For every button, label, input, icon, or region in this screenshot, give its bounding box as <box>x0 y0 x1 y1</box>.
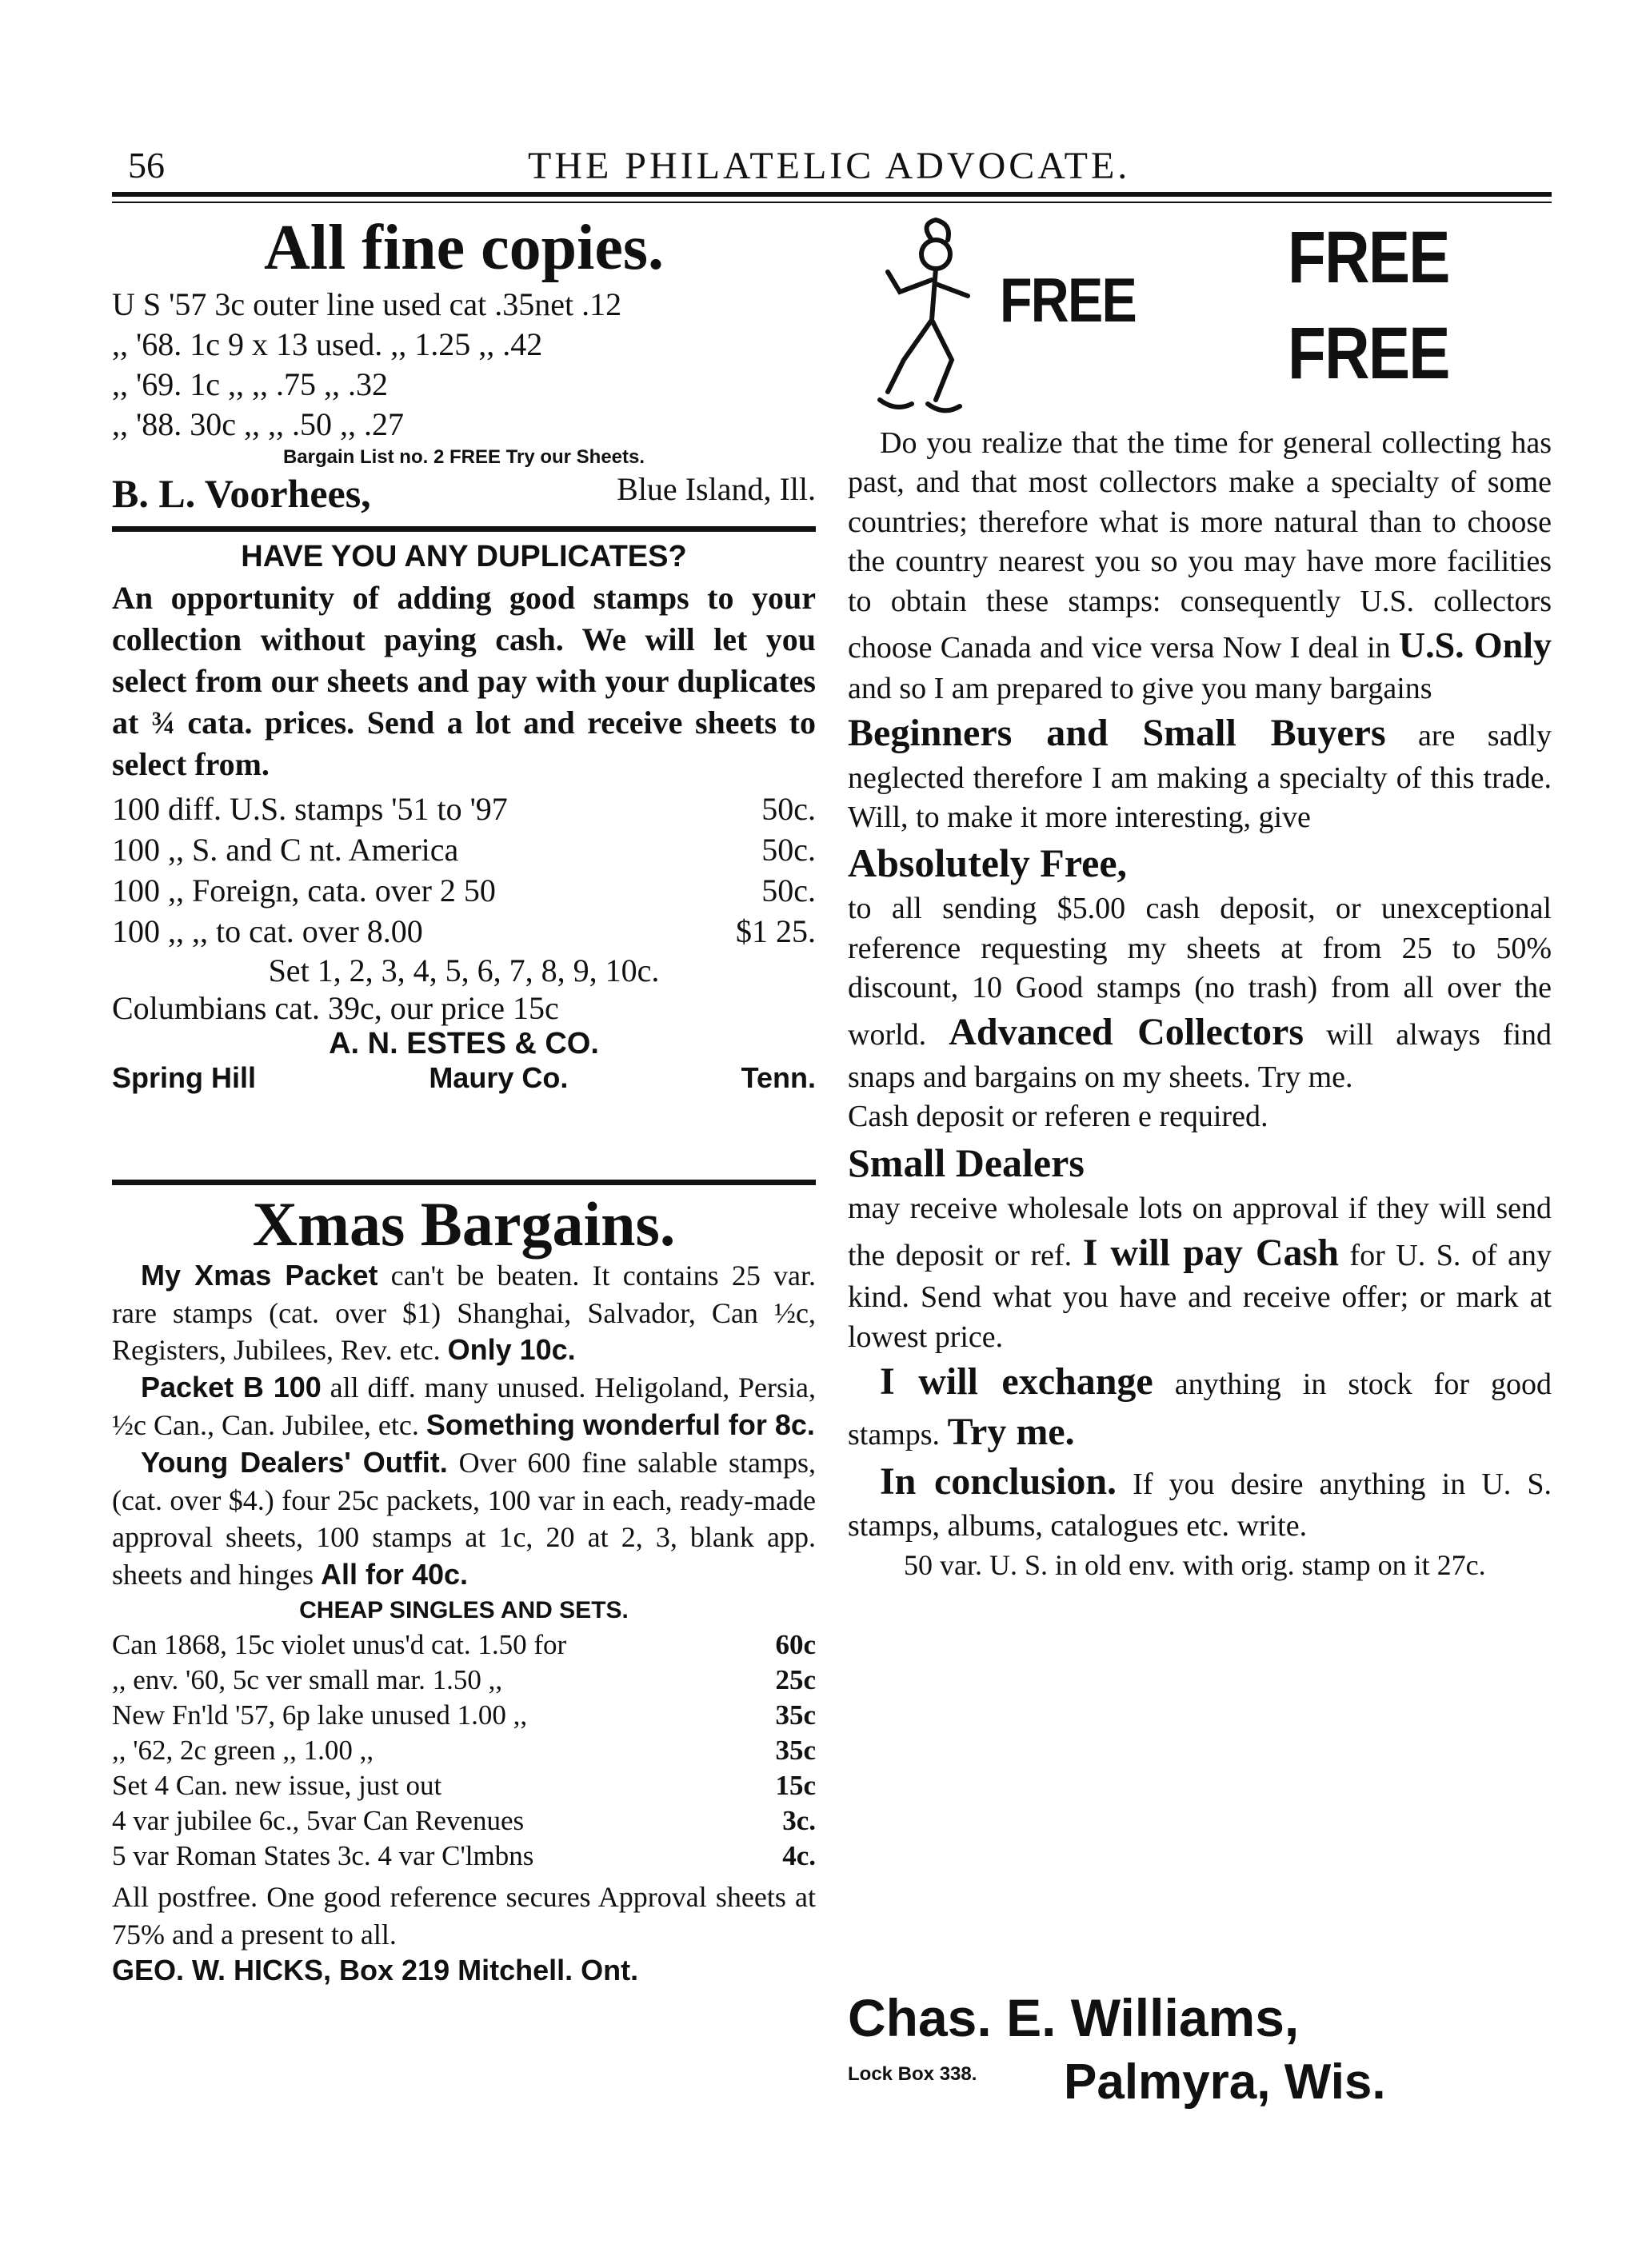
ad-text: If you desire anything in U. S. stamps, albums, catalogues etc. write. <box>848 1467 1552 1543</box>
ad-text: may receive wholesale lots on approval if they will send the deposit or ref. <box>848 1191 1552 1273</box>
voorhees-ad <box>112 213 816 517</box>
divider <box>112 1180 816 1185</box>
gnome-figure-icon <box>856 216 992 424</box>
item-price: Something wonderful for 8c. <box>425 1408 815 1442</box>
table-row: 100 ,, S. and C nt. America 50c. <box>112 832 816 868</box>
table-row: New Fn'ld '57, 6p lake unused 1.00 ,, 35c <box>112 1699 816 1731</box>
item-text: Over 600 fine salable stamps, (cat. over $4.) four 25c packets, 100 var in each, ready-made approval sheets, 100 stamps at 1c, 20 at 2, 3, blank app. sheets and hinges <box>112 1446 817 1591</box>
hicks-ad <box>112 1189 817 1987</box>
header-rule <box>112 192 1552 197</box>
table-row: Can 1868, 15c violet unus'd cat. 1.50 for 60c <box>112 1629 816 1661</box>
ad-text: will always find snaps and bargains on my sheets. Try me. <box>848 1018 1552 1094</box>
ad-text: 50 var. U. S. in old env. with orig. stamp on it 27c. <box>904 1548 1486 1581</box>
price-row: ,, '88. 30c ,, ,, .50 ,, .27 <box>112 406 404 442</box>
emphasis: Beginners and Small Buyers <box>848 712 1386 755</box>
emphasis: Small Dealers <box>848 1140 1085 1185</box>
firm-name: A. N. ESTES & CO. <box>329 1027 599 1060</box>
ad-text: and so I am prepared to give you many bargains <box>848 671 1432 705</box>
price-table <box>112 789 816 952</box>
table-row: 100 diff. U.S. stamps '51 to '97 50c. <box>112 791 816 827</box>
item-lead: My Xmas Packet <box>141 1258 378 1292</box>
ad-text: are sadly neglected therefore I am making a specialty of this trade. Will, to make it more interesting, give <box>848 719 1552 834</box>
emphasis: Advanced Collectors <box>949 1011 1304 1054</box>
item-text: can't be beaten. It contains 25 var. rare stamps (cat. over $1) Shanghai, Salvador, Can ½c, Registers, Jubilees, Rev. etc. <box>112 1259 816 1367</box>
ad-footer: All postfree. One good reference secures Approval sheets at 75% and a present to all. <box>112 1881 816 1951</box>
page-header <box>128 144 1552 192</box>
ad-heading: Xmas Bargains. <box>252 1189 676 1259</box>
divider <box>112 526 816 532</box>
table-row: ,, env. '60, 5c ver small mar. 1.50 ,, 25c <box>112 1664 816 1696</box>
price-row: ,, '68. 1c 9 x 13 used. ,, 1.25 ,, .42 <box>112 326 543 362</box>
item-text: all diff. many unused. Heligoland, Persia, ½c Can., Can. Jubilee, etc. <box>112 1372 816 1442</box>
emphasis: Try me. <box>947 1410 1075 1453</box>
ad-text: for U. S. of any kind. Send what you have and receive offer; or mark at lowest price. <box>848 1239 1552 1354</box>
columbians-line: Columbians cat. 39c, our price 15c <box>112 990 559 1026</box>
emphasis: I will exchange <box>880 1360 1153 1404</box>
ad-text: Do you realize that the time for general collecting has past, and that most collectors make a specialty of some countries; therefore what is more natural than to choose the country nearest you so you may have more facilities to obtain these stamps: consequently U.S. collectors choose Canada and vice versa Now I deal in <box>848 426 1552 665</box>
ad-heading: All fine copies. <box>264 213 664 283</box>
ad-body: An opportunity of adding good stamps to your collection without paying cash. We will let you select from our sheets and pay with your duplicates at ¾ cata. prices. Send a lot and receive sheets to select from. <box>112 580 816 782</box>
advertiser-name: Chas. E. Williams, <box>848 1988 1300 2047</box>
emphasis: Absolutely Free, <box>848 841 1128 886</box>
ad-note: Bargain List no. 2 FREE Try our Sheets. <box>282 446 645 468</box>
free-word: FREE <box>1000 265 1137 335</box>
advertiser-signature: GEO. W. HICKS, Box 219 Mitchell. Ont. <box>112 1953 639 1986</box>
free-word: FREE <box>1288 217 1449 298</box>
sub-heading: CHEAP SINGLES AND SETS. <box>299 1597 629 1624</box>
table-row: 100 ,, ,, to cat. over 8.00 $1 25. <box>112 913 816 949</box>
ad-text: Cash deposit or referen e required. <box>848 1100 1268 1134</box>
estes-ad <box>112 540 816 1095</box>
item-price: All for 40c. <box>320 1558 469 1591</box>
table-row: 5 var Roman States 3c. 4 var C'lmbns 4c. <box>112 1840 816 1872</box>
emphasis: I will pay Cash <box>1082 1232 1339 1275</box>
header-rule-thin <box>112 202 1552 203</box>
table-row: 4 var jubilee 6c., 5var Can Revenues 3c. <box>112 1805 816 1837</box>
item-price: Only 10c. <box>447 1333 576 1367</box>
page-number: 56 <box>128 145 165 186</box>
set-line: Set 1, 2, 3, 4, 5, 6, 7, 8, 9, 10c. <box>268 952 660 988</box>
price-row: ,, '69. 1c ,, ,, .75 ,, .32 <box>112 366 388 402</box>
emphasis: In conclusion. <box>880 1460 1117 1503</box>
advertiser-place: Palmyra, Wis. <box>1064 2054 1386 2110</box>
emphasis: U.S. Only <box>1398 624 1552 665</box>
ad-text: anything in stock for good stamps. <box>848 1368 1552 1451</box>
table-row: ,, '62, 2c green ,, 1.00 ,, 35c <box>112 1735 816 1767</box>
firm-address: Spring Hill Maury Co. Tenn. <box>112 1061 816 1094</box>
item-lead: Packet B 100 <box>141 1371 322 1404</box>
journal-title: THE PHILATELIC ADVOCATE. <box>528 145 1131 187</box>
advertiser-name: B. L. Voorhees, <box>112 471 371 516</box>
table-row: Set 4 Can. new issue, just out 15c <box>112 1770 816 1802</box>
ad-text: to all sending $5.00 cash deposit, or unexceptional reference requesting my sheets at from 25 to 50% discount, 10 Good stamps (no trash) from all over the world. <box>848 892 1552 1052</box>
lock-box: Lock Box 338. <box>848 2063 977 2085</box>
table-row: 100 ,, Foreign, cata. over 2 50 50c. <box>112 872 816 908</box>
ad-heading: HAVE YOU ANY DUPLICATES? <box>241 540 687 573</box>
price-row: U S '57 3c outer line used cat .35net .12 <box>112 286 622 322</box>
free-word: FREE <box>1288 313 1449 394</box>
price-table <box>112 1627 816 1874</box>
advertiser-place: Blue Island, Ill. <box>617 471 816 507</box>
item-lead: Young Dealers' Outfit. <box>141 1445 448 1479</box>
